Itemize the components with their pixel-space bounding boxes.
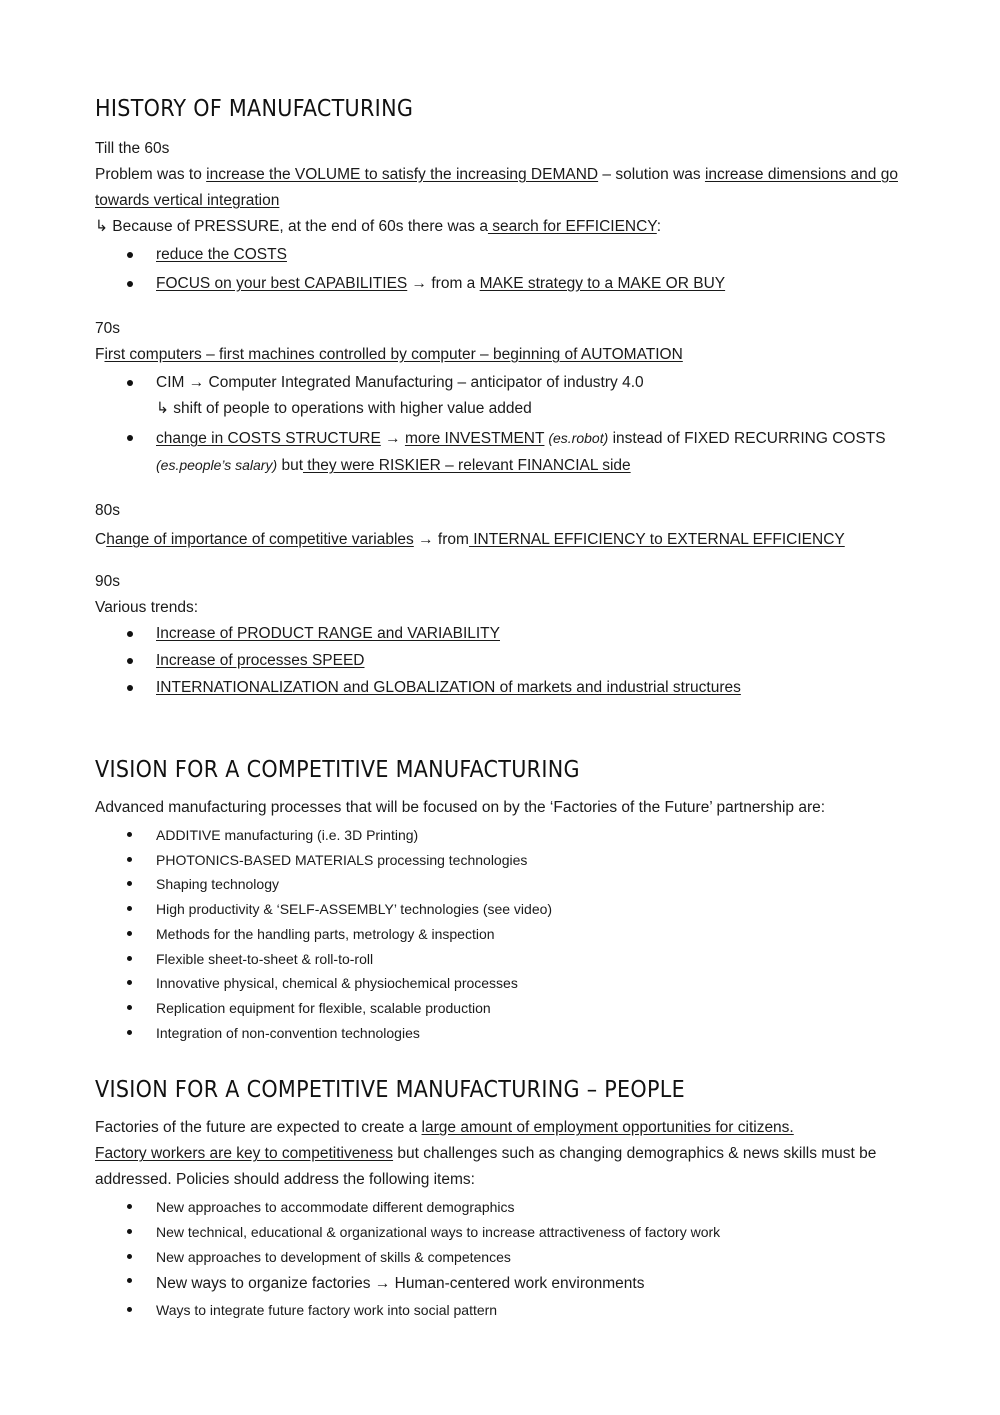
list-item: New approaches to accommodate different demographics [95,1195,905,1220]
list-item: New ways to organize factories → Human-centered work environments [95,1269,905,1298]
list-item: ADDITIVE manufacturing (i.e. 3D Printing) [95,823,905,848]
paragraph-80s: Change of importance of competitive variables → from INTERNAL EFFICIENCY to EXTERNAL EFFICIENCY [95,531,845,548]
label-60s: Till the 60s [95,140,170,157]
paragraph-70s: First computers – first machines controlled by computer – beginning of AUTOMATION [95,346,683,363]
list-item: CIM → Computer Integrated Manufacturing – anticipator of industry 4.0 ↳ shift of people to operations with higher value added [95,370,905,422]
list-item: PHOTONICS-BASED MATERIALS processing technologies [95,848,905,873]
label-90s: 90s [95,573,120,590]
list-item: INTERNATIONALIZATION and GLOBALIZATION of markets and industrial structures [95,675,905,701]
section-title-people: VISION FOR A COMPETITIVE MANUFACTURING – PEOPLE [95,1077,685,1104]
list-item: Flexible sheet-to-sheet & roll-to-roll [95,947,905,972]
list-70s [95,370,905,479]
paragraph-90s: Various trends: [95,599,199,616]
label-80s: 80s [95,502,120,519]
paragraph-vision-intro: Advanced manufacturing processes that will be focused on by the ‘Factories of the Future’ partnership are: [95,799,826,816]
paragraph-people: Factories of the future are expected to create a large amount of employment opportunities for citizens. Factory workers are key to competitiveness but challenges such as changing demographics & news skills must be addressed. Policies should address the following items: [95,1119,877,1189]
section-title-history: HISTORY OF MANUFACTURING [95,96,414,122]
list-item: Integration of non-convention technologies [95,1021,905,1046]
list-60s [95,242,905,297]
section-title-vision: VISION FOR A COMPETITIVE MANUFACTURING [95,757,580,783]
list-item: Methods for the handling parts, metrology & inspection [95,922,905,947]
label-70s: 70s [95,320,120,337]
list-item: Innovative physical, chemical & physiochemical processes [95,971,905,996]
list-item: New approaches to development of skills & competences [95,1245,905,1270]
list-item: Increase of processes SPEED [95,648,905,674]
paragraph-60s-pressure: ↳ Because of PRESSURE, at the end of 60s there was a search for EFFICIENCY: [95,218,662,235]
list-item: change in COSTS STRUCTURE → more INVESTMENT (es.robot) instead of FIXED RECURRING COSTS (es.people’s salary) but they were RISKIER – relevant FINANCIAL side [95,425,905,479]
list-item: Ways to integrate future factory work into social pattern [95,1298,905,1323]
list-item: Replication equipment for flexible, scalable production [95,996,905,1021]
list-vision [95,823,905,1045]
list-90s [95,621,905,701]
paragraph-60s: Problem was to increase the VOLUME to satisfy the increasing DEMAND – solution was increase dimensions and go towards vertical integration [95,166,898,209]
list-people [95,1195,905,1323]
list-item: Shaping technology [95,872,905,897]
list-item: High productivity & ‘SELF-ASSEMBLY’ technologies (see video) [95,897,905,922]
list-item: New technical, educational & organizational ways to increase attractiveness of factory work [95,1220,905,1245]
list-item: FOCUS on your best CAPABILITIES → from a MAKE strategy to a MAKE OR BUY [95,271,905,297]
list-item: reduce the COSTS [95,242,905,268]
list-item: Increase of PRODUCT RANGE and VARIABILITY [95,621,905,647]
